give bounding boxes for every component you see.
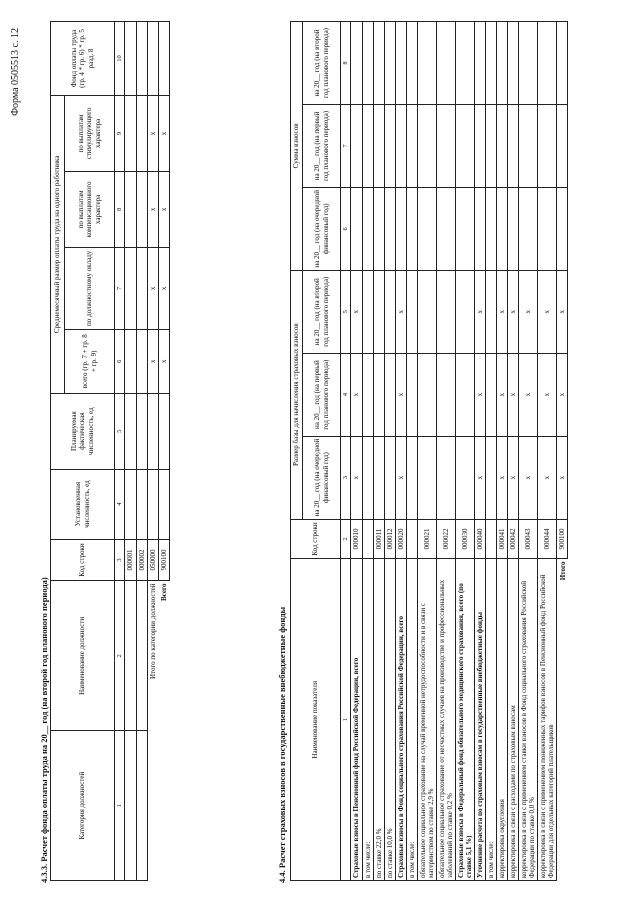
col-num: 8 — [341, 22, 351, 105]
row-code: 000002 — [136, 539, 147, 581]
x-mark: x — [497, 270, 508, 353]
value-cell — [519, 187, 538, 270]
value-cell — [436, 22, 455, 105]
value-cell — [362, 22, 373, 105]
indicator-name: корректировка в связи с применением ставки взносов в Фонд социального страхования Российской Федерации по ставке 0,0 % — [519, 559, 538, 881]
x-mark — [384, 353, 395, 436]
col-avg-salary: по должностному окладу — [65, 247, 115, 329]
table-row — [417, 22, 436, 881]
row-code: 900100 — [557, 519, 568, 559]
x-mark: x — [557, 436, 568, 519]
value-cell — [384, 187, 395, 270]
table-row — [362, 22, 373, 881]
col-base-y1: на 20__ год (на очередной финансовый год) — [303, 436, 341, 519]
x-mark: x — [538, 270, 557, 353]
row-code: 900100 — [158, 539, 169, 581]
indicator-name: обязательное социальное страхование от несчастных случаев на производстве и профессиональных заболеваний по ставке 0,2 % — [436, 559, 455, 881]
indicator-name: Уточнение расчета по страховым взносам в государственные внебюджетные фонды — [475, 559, 486, 881]
row-code: 000012 — [384, 519, 395, 559]
table-row — [519, 22, 538, 881]
x-mark: x — [158, 95, 169, 171]
x-mark: x — [351, 436, 362, 519]
x-mark — [406, 436, 417, 519]
value-cell — [351, 187, 362, 270]
table-row — [497, 22, 508, 881]
total-label: Итого — [558, 561, 567, 581]
value-cell — [519, 104, 538, 187]
x-mark — [362, 270, 373, 353]
indicator-name: обязательное социальное страхование на случай временной нетрудоспособности и в связи с материнством по ставке 2,9 % — [417, 559, 436, 881]
col-num: 2 — [341, 519, 351, 559]
table-row — [373, 22, 384, 881]
value-cell — [538, 104, 557, 187]
row-code: 050000 — [147, 539, 158, 581]
x-mark — [455, 353, 474, 436]
value-cell — [395, 104, 406, 187]
col-category: Категория должностей — [51, 731, 115, 881]
value-cell — [436, 104, 455, 187]
x-mark: x — [351, 353, 362, 436]
table-row — [384, 22, 395, 881]
value-cell — [455, 22, 474, 105]
row-code: 000043 — [519, 519, 538, 559]
col-num: 8 — [115, 171, 125, 247]
x-mark — [486, 436, 497, 519]
value-cell — [538, 187, 557, 270]
col-fund: Фонд оплаты труда (гр. 4 * гр. 6) * гр. 5 разд. 8 — [51, 22, 115, 96]
value-cell — [519, 22, 538, 105]
x-mark: x — [538, 353, 557, 436]
value-cell — [417, 22, 436, 105]
value-cell — [486, 104, 497, 187]
x-mark — [486, 270, 497, 353]
value-cell — [497, 187, 508, 270]
x-mark — [417, 436, 436, 519]
x-mark — [373, 436, 384, 519]
x-mark: x — [475, 436, 486, 519]
value-cell — [497, 104, 508, 187]
subtotal-row — [147, 22, 158, 881]
x-mark: x — [508, 270, 519, 353]
indicator-name: корректировка в связи с расходами по страховым взносам — [508, 559, 519, 881]
x-mark — [436, 353, 455, 436]
value-cell — [538, 22, 557, 105]
row-code: 000021 — [417, 519, 436, 559]
col-num: 6 — [341, 187, 351, 270]
total-row — [158, 22, 169, 881]
x-mark: x — [508, 436, 519, 519]
value-cell — [486, 22, 497, 105]
table-row — [486, 22, 497, 881]
x-mark — [362, 436, 373, 519]
x-mark: x — [158, 329, 169, 393]
indicator-name: корректировка округления — [497, 559, 508, 881]
table-row — [508, 22, 519, 881]
row-code: 000001 — [125, 539, 136, 581]
value-cell — [475, 104, 486, 187]
value-cell — [508, 104, 519, 187]
x-mark: x — [497, 353, 508, 436]
col-num: 1 — [115, 731, 125, 881]
table-row — [538, 22, 557, 881]
x-mark — [373, 353, 384, 436]
col-num: 1 — [341, 559, 351, 881]
indicator-name: в том числе: — [362, 559, 373, 881]
x-mark — [417, 353, 436, 436]
row-code: 000040 — [475, 519, 486, 559]
x-mark — [373, 270, 384, 353]
col-num: 4 — [341, 353, 351, 436]
value-cell — [384, 104, 395, 187]
col-sum-y2: на 20__ год (на первый год планового периода) — [303, 104, 341, 187]
x-mark: x — [395, 353, 406, 436]
indicator-name: Страховые взносы в Пенсионный фонд Российской Федерации, всего — [351, 559, 362, 881]
x-mark: x — [475, 270, 486, 353]
indicator-name: по ставке 10,0 % — [384, 559, 395, 881]
x-mark — [406, 353, 417, 436]
col-avg-comp: по выплатам компенсационного характера — [65, 171, 115, 247]
row-code: 000022 — [436, 519, 455, 559]
value-cell — [395, 22, 406, 105]
x-mark — [417, 270, 436, 353]
value-cell — [455, 104, 474, 187]
col-sum-y1: на 20__ год (на очередной финансовый год) — [303, 187, 341, 270]
total-row — [557, 22, 568, 881]
form-number: Форма 0505513 с. 12 — [10, 28, 21, 116]
value-cell — [373, 22, 384, 105]
indicator-name: в том числе: — [406, 559, 417, 881]
total-label: Всего — [159, 583, 168, 601]
col-num: 7 — [115, 247, 125, 329]
indicator-name: корректировка в связи с применением пониженных тарифов взносов в Пенсионный фонд Российской Федерации для отдельных категорий плательщиков — [538, 559, 557, 881]
col-code: Код строки — [51, 539, 115, 581]
col-num: 5 — [341, 270, 351, 353]
col-sum-y3: на 20__ год (на второй год планового периода) — [303, 22, 341, 105]
table-row — [406, 22, 417, 881]
x-mark: x — [497, 436, 508, 519]
x-mark — [436, 270, 455, 353]
col-num: 5 — [115, 393, 125, 469]
x-mark: x — [147, 329, 158, 393]
col-num: 9 — [115, 95, 125, 171]
col-num: 2 — [115, 581, 125, 731]
section-4-4-title: 4.4. Расчет страховых взносов в государственные внебюджетные фонды — [277, 606, 287, 883]
row-code: 000020 — [395, 519, 406, 559]
x-mark: x — [147, 247, 158, 329]
row-code — [406, 519, 417, 559]
table-row — [475, 22, 486, 881]
x-mark: x — [158, 247, 169, 329]
x-mark: x — [158, 171, 169, 247]
x-mark — [486, 353, 497, 436]
value-cell — [406, 187, 417, 270]
value-cell — [455, 187, 474, 270]
col-avg-total: всего (гр. 7 + гр. 8 + гр. 9) — [65, 329, 115, 393]
value-cell — [406, 22, 417, 105]
x-mark — [362, 353, 373, 436]
value-cell — [475, 22, 486, 105]
col-position: Наименование должности — [51, 581, 115, 731]
x-mark: x — [508, 353, 519, 436]
col-established: Установленная численность, ед — [51, 469, 115, 539]
row-code: 000030 — [455, 519, 474, 559]
indicator-name: по ставке 22,0 % — [373, 559, 384, 881]
row-code: 000042 — [508, 519, 519, 559]
x-mark — [455, 270, 474, 353]
table-row — [125, 22, 136, 881]
x-mark — [406, 270, 417, 353]
value-cell — [508, 22, 519, 105]
indicator-name: Страховые взносы в Федеральный фонд обязательного медицинского страхования, всего (по ставке 5,1 %) — [455, 559, 474, 881]
x-mark — [384, 270, 395, 353]
table-row — [436, 22, 455, 881]
col-avg-incent: по выплатам стимулирующего характера — [65, 95, 115, 171]
x-mark — [384, 436, 395, 519]
indicator-name: в том числе: — [486, 559, 497, 881]
value-cell — [497, 22, 508, 105]
x-mark: x — [519, 270, 538, 353]
col-planned: Планируемая фактическая численность, ед — [51, 393, 115, 469]
x-mark: x — [395, 270, 406, 353]
row-code: 000011 — [373, 519, 384, 559]
col-num: 10 — [115, 22, 125, 96]
value-cell — [406, 104, 417, 187]
indicator-name: Страховые взносы в Фонд социального страхования Российской Федерации, всего — [395, 559, 406, 881]
section-4-3-3-title: 4.3.3. Расчет фонда оплаты труда на 20__ год (на второй год планового периода) — [39, 577, 49, 883]
value-cell — [373, 104, 384, 187]
col-sum-group: Сумма взносов — [291, 22, 303, 271]
row-code: 000010 — [351, 519, 362, 559]
payroll-fund-table — [50, 21, 170, 881]
col-num: 4 — [115, 469, 125, 539]
value-cell — [508, 187, 519, 270]
value-cell — [486, 187, 497, 270]
x-mark: x — [538, 436, 557, 519]
value-cell — [417, 187, 436, 270]
x-mark: x — [519, 436, 538, 519]
value-cell — [475, 187, 486, 270]
col-num: 3 — [115, 539, 125, 581]
x-mark: x — [351, 270, 362, 353]
value-cell — [362, 187, 373, 270]
table-row — [455, 22, 474, 881]
subtotal-label: Итого по категории должностей — [148, 583, 157, 680]
col-base-y3: на 20__ год (на второй год планового периода) — [303, 270, 341, 353]
x-mark: x — [147, 95, 158, 171]
col-num: 6 — [115, 329, 125, 393]
value-cell — [395, 187, 406, 270]
x-mark: x — [395, 436, 406, 519]
x-mark: x — [475, 353, 486, 436]
col-code: Код строки — [291, 519, 341, 559]
x-mark — [455, 436, 474, 519]
table-row — [351, 22, 362, 881]
table-row — [136, 22, 147, 881]
value-cell — [351, 22, 362, 105]
row-code: 000041 — [497, 519, 508, 559]
value-cell — [384, 22, 395, 105]
table-row — [395, 22, 406, 881]
value-cell — [362, 104, 373, 187]
col-avg-group: Среднемесячный размер оплаты труда на одного работника — [51, 95, 65, 393]
value-cell — [436, 187, 455, 270]
value-cell — [373, 187, 384, 270]
x-mark: x — [557, 353, 568, 436]
value-cell — [351, 104, 362, 187]
col-num: 3 — [341, 436, 351, 519]
x-mark: x — [557, 270, 568, 353]
col-base-group: Размер базы для начисления страховых взносов — [291, 270, 303, 519]
x-mark: x — [519, 353, 538, 436]
col-base-y2: на 20__ год (на первый год планового периода) — [303, 353, 341, 436]
row-code — [486, 519, 497, 559]
value-cell — [417, 104, 436, 187]
row-code: 000044 — [538, 519, 557, 559]
x-mark: x — [147, 171, 158, 247]
insurance-contributions-table — [290, 21, 568, 881]
col-indicator: Наименование показателя — [291, 559, 341, 881]
col-num: 7 — [341, 104, 351, 187]
row-code — [362, 519, 373, 559]
x-mark — [436, 436, 455, 519]
